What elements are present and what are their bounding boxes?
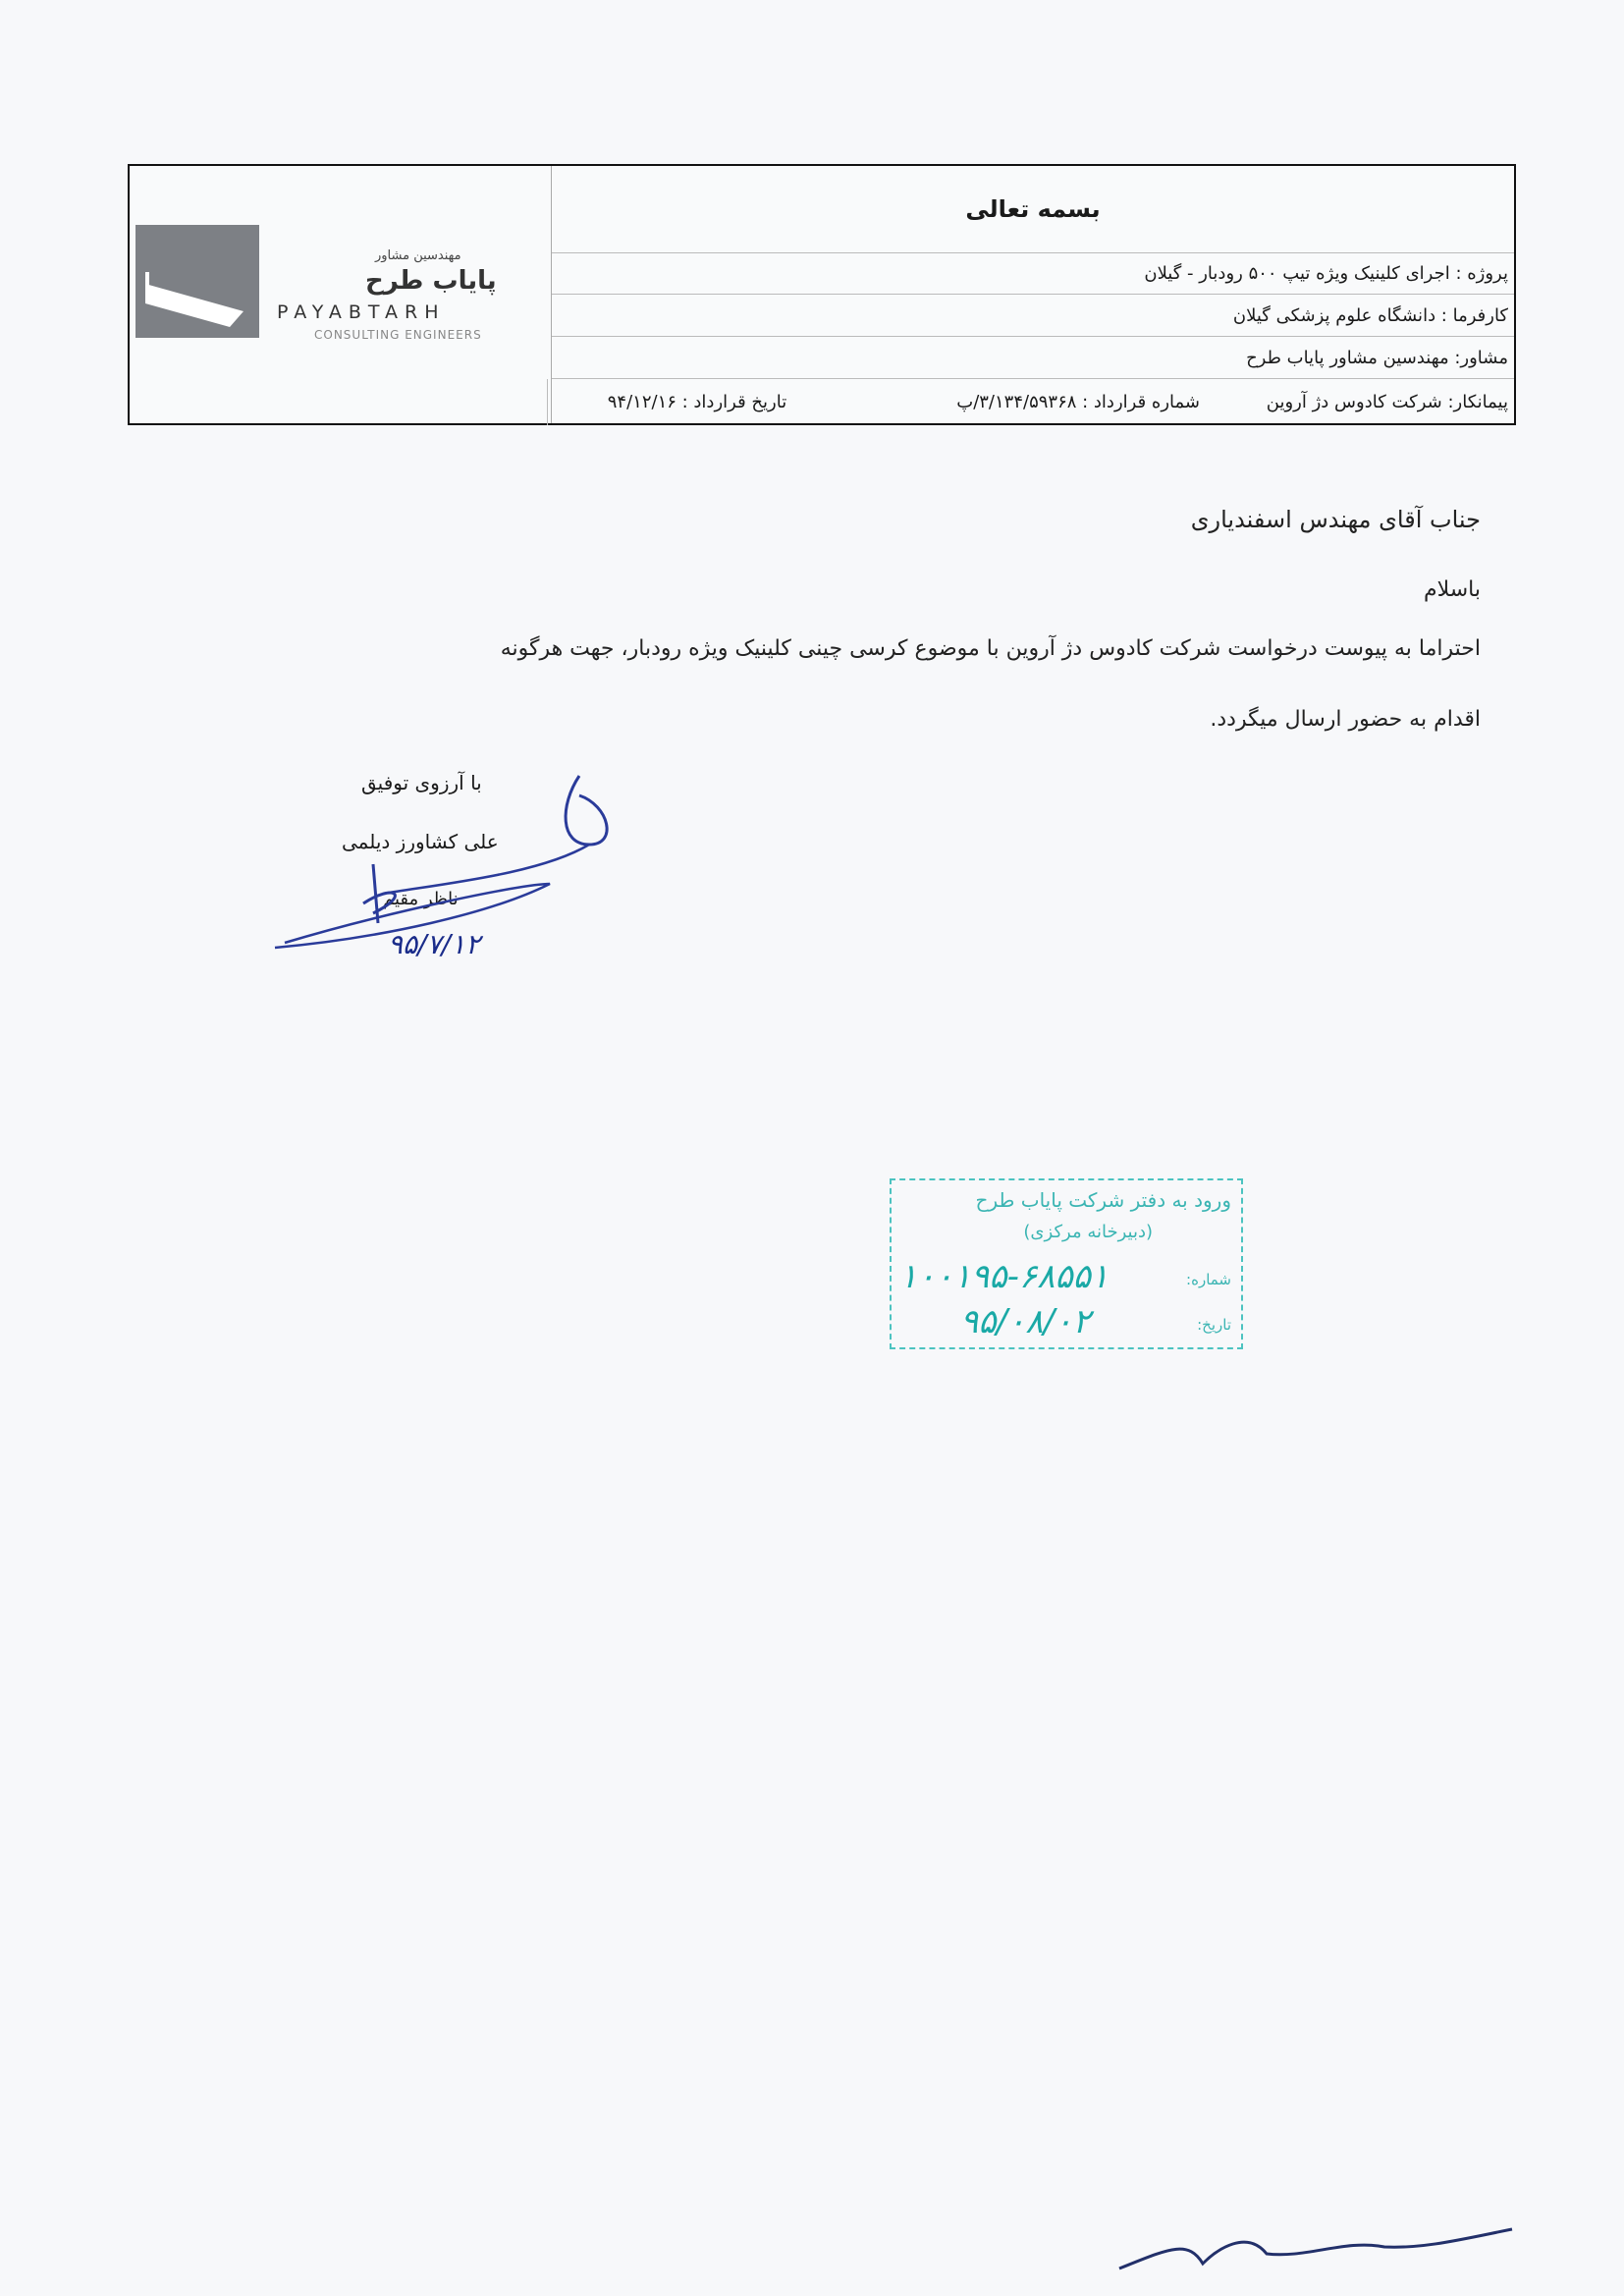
- greeting: باسلام: [1423, 577, 1481, 602]
- letterhead: [128, 164, 1516, 425]
- closing-phrase: با آرزوی توفیق: [361, 771, 482, 794]
- payabtarh-logo-icon: [135, 225, 259, 338]
- stamp-title: ورود به دفتر شرکت پایاب طرح: [975, 1188, 1231, 1212]
- logo-english-subtitle: CONSULTING ENGINEERS: [314, 328, 482, 342]
- signature-date: ۹۵/۷/۱۲: [388, 928, 481, 960]
- bottom-handwritten-mark: [1110, 2210, 1522, 2288]
- document-heading: بسمه تعالی: [552, 166, 1514, 253]
- stamp-number-value: ۱۰۰۱۹۵-۶۸۵۵۱: [899, 1257, 1110, 1296]
- letter-paragraph-2: اقدام به حضور ارسال میگردد.: [1210, 707, 1481, 732]
- signer-name: علی کشاورز دیلمی: [342, 830, 499, 853]
- consultant-row: مشاور: مهندسین مشاور پایاب طرح: [552, 337, 1514, 379]
- contract-number: شماره قرارداد : ۳/۱۳۴/۵۹۳۶۸/پ: [956, 392, 1200, 412]
- signer-title: ناظر مقیم: [383, 889, 459, 909]
- receipt-stamp: [890, 1178, 1243, 1349]
- letter-paragraph-1: احتراما به پیوست درخواست شرکت کادوس دژ آروین با موضوع کرسی چینی کلینیک ویژه رودبار، جهت هرگونه: [500, 636, 1481, 661]
- contractor-name: پیمانکار: شرکت کادوس دژ آروین: [1266, 392, 1508, 412]
- stamp-date-label: تاریخ:: [1197, 1316, 1231, 1334]
- logo-block: [130, 166, 552, 423]
- project-row: پروژه : اجرای کلینیک ویژه تیپ ۵۰۰ رودبار - گیلان: [552, 252, 1514, 295]
- addressee: جناب آقای مهندس اسفندیاری: [1190, 506, 1481, 533]
- logo-english-name: PAYABTARH: [277, 301, 446, 323]
- contract-date: تاریخ قرارداد : ۹۴/۱۲/۱۶: [547, 379, 846, 425]
- project-info: [552, 166, 1514, 423]
- employer-row: کارفرما : دانشگاه علوم پزشکی گیلان: [552, 295, 1514, 337]
- stamp-date-value: ۹۵/۰۸/۰۲: [960, 1302, 1091, 1341]
- stamp-number-label: شماره:: [1186, 1271, 1231, 1288]
- stamp-subtitle: (دبیرخانه مرکزی): [1023, 1222, 1153, 1242]
- contractor-row: [552, 379, 1514, 425]
- logo-persian-subtitle: مهندسین مشاور: [375, 248, 461, 263]
- logo-persian-name: پایاب طرح: [365, 266, 497, 296]
